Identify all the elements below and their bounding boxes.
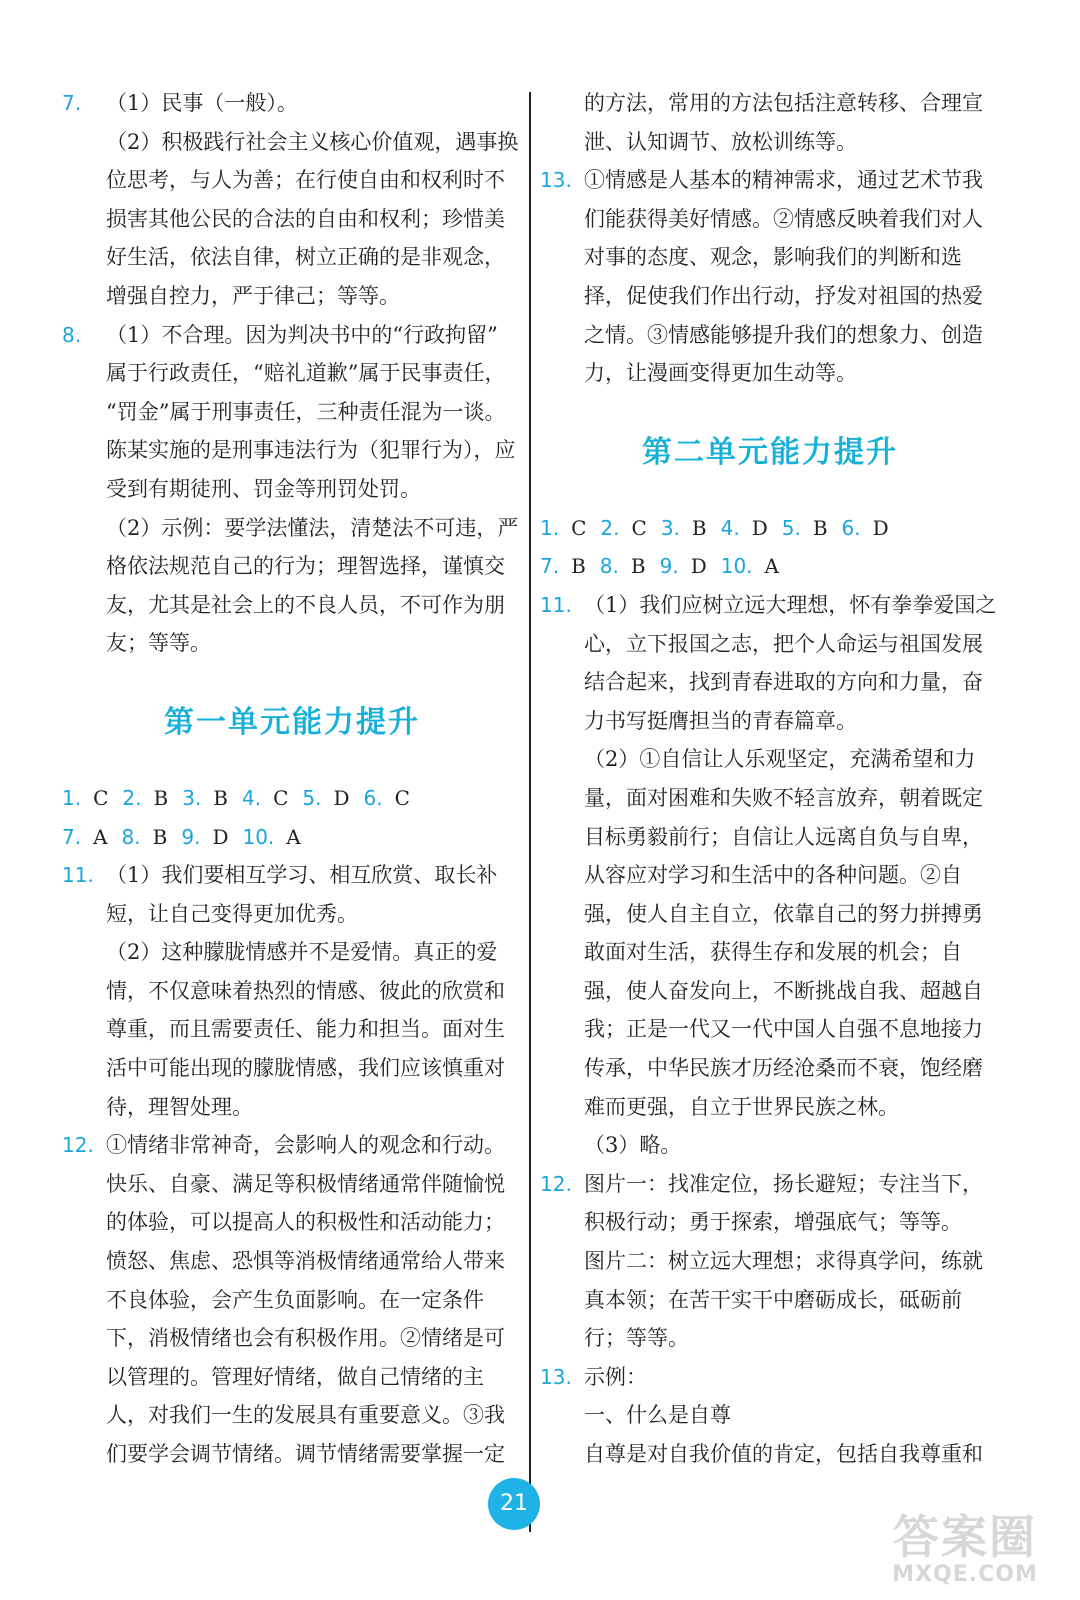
text-line: 损害其他公民的合法的自由和权利；珍惜美 <box>106 206 505 231</box>
multiple-choice-row <box>540 509 1000 548</box>
text-line: （1）我们要相互学习、相互欣赏、取长补 <box>106 863 498 888</box>
text-line: ①情感是人基本的精神需求，通过艺术节我 <box>584 168 983 193</box>
text-line: 短，让自己变得更加优秀。 <box>106 901 358 926</box>
text-line: 属于行政责任，“赔礼道歉”属于民事责任， <box>106 361 506 386</box>
question-number: 11. <box>540 592 572 617</box>
text-line: 以管理的。管理好情绪，做自己情绪的主 <box>106 1364 484 1389</box>
mc-answer: D <box>333 785 350 810</box>
mc-pair <box>842 509 889 548</box>
text-line: 积极行动；勇于探索，增强底气；等等。 <box>584 1210 962 1235</box>
column-divider <box>529 92 531 1532</box>
question-number: 13. <box>540 168 572 193</box>
text-line: （2）积极践行社会主义核心价值观，遇事换 <box>106 129 519 154</box>
watermark-logo <box>870 1512 1060 1592</box>
mc-answer: B <box>153 785 169 810</box>
mc-answer: B <box>571 554 586 579</box>
text-line: 情，不仅意味着热烈的情感、彼此的欣赏和 <box>106 978 505 1003</box>
question-12 <box>540 1165 1000 1358</box>
mc-number: 4. <box>720 515 740 540</box>
mc-pair <box>62 818 108 857</box>
mc-answer: A <box>286 824 301 849</box>
question-number: 13. <box>540 1364 572 1389</box>
text-line: 活中可能出现的朦胧情感，我们应该慎重对 <box>106 1056 505 1081</box>
section-title: 第一单元能力提升 <box>164 704 420 740</box>
right-column <box>540 84 1000 1474</box>
question-12-continued <box>540 84 1000 161</box>
text-line: 不良体验，会产生负面影响。在一定条件 <box>106 1287 484 1312</box>
mc-answer: A <box>764 554 779 579</box>
text-line: 结合起来，找到青春进取的方向和力量，奋 <box>584 670 983 695</box>
mc-answer: D <box>212 824 229 849</box>
question-7 <box>62 84 522 316</box>
text-line: 尊重，而且需要责任、能力和担当。面对生 <box>106 1017 505 1042</box>
text-line: 泄、认知调节、放松训练等。 <box>584 129 857 154</box>
mc-pair <box>62 779 108 818</box>
text-line: 下，消极情绪也会有积极作用。②情绪是可 <box>106 1326 505 1351</box>
text-line: （1）民事（一般）。 <box>106 91 298 115</box>
mc-pair <box>540 547 586 586</box>
mc-pair <box>182 779 228 818</box>
left-column <box>62 84 522 1474</box>
text-line: 图片一：找准定位，扬长避短；专注当下， <box>584 1171 983 1196</box>
text-line: 陈某实施的是刑事违法行为（犯罪行为），应 <box>106 438 516 463</box>
text-line: 增强自控力，严于律己；等等。 <box>106 283 400 308</box>
text-line: 强，使人奋发向上，不断挑战自我、超越自 <box>584 978 983 1003</box>
text-line: 友；等等。 <box>106 631 211 656</box>
mc-number: 8. <box>121 824 141 849</box>
mc-pair <box>721 509 768 548</box>
mc-number: 9. <box>181 824 201 849</box>
mc-answer: B <box>630 554 646 579</box>
text-line: 位思考，与人为善；在行使自由和权利时不 <box>106 168 505 193</box>
mc-number: 3. <box>660 515 680 540</box>
text-line: 受到有期徒刑、罚金等刑罚处罚。 <box>106 476 421 501</box>
text-line: （2）示例：要学法懂法，清楚法不可违，严 <box>106 515 519 540</box>
mc-pair <box>122 779 168 818</box>
mc-answer: B <box>691 515 707 540</box>
mc-answer: D <box>690 554 707 579</box>
text-line: 们能获得美好情感。②情感反映着我们对人 <box>584 206 983 231</box>
mc-number: 9. <box>659 554 679 579</box>
text-line: 难而更强，自立于世界民族之林。 <box>584 1094 899 1119</box>
question-number: 7. <box>62 91 82 115</box>
text-line: （1）我们应树立远大理想，怀有拳拳爱国之 <box>584 592 997 617</box>
page-number: 21 <box>488 1478 540 1530</box>
text-line: 自尊是对自我价值的肯定，包括自我尊重和 <box>584 1442 983 1466</box>
question-number: 12. <box>540 1171 572 1196</box>
mc-number: 1. <box>62 785 82 810</box>
text-line: 传承，中华民族才历经沧桑而不衰，饱经磨 <box>584 1056 983 1081</box>
mc-number: 4. <box>242 785 262 810</box>
text-line: 我；正是一代又一代中国人自强不息地接力 <box>584 1017 983 1042</box>
text-line: 的体验，可以提高人的积极性和活动能力； <box>106 1210 505 1235</box>
mc-pair <box>600 547 646 586</box>
text-line: 力，让漫画变得更加生动等。 <box>584 361 857 386</box>
question-12 <box>62 1126 522 1473</box>
mc-answer: A <box>93 824 108 849</box>
mc-number: 2. <box>122 785 142 810</box>
text-line: 之情。③情感能够提升我们的想象力、创造 <box>584 322 983 347</box>
mc-pair <box>242 818 300 857</box>
mc-answer: B <box>152 824 168 849</box>
section-title: 第二单元能力提升 <box>642 434 898 470</box>
text-line: 示例： <box>584 1364 647 1389</box>
question-13 <box>540 1358 1000 1474</box>
mc-pair <box>302 779 349 818</box>
mc-answer: C <box>571 515 587 540</box>
multiple-choice-row <box>62 779 522 818</box>
text-line: 敢面对生活，获得生存和发展的机会；自 <box>584 940 962 965</box>
text-line: 行；等等。 <box>584 1326 689 1351</box>
text-line: （1）不合理。因为判决书中的“行政拘留” <box>106 322 498 347</box>
text-line: 们要学会调节情绪。调节情绪需要掌握一定 <box>106 1442 505 1466</box>
question-8 <box>62 316 522 663</box>
mc-number: 2. <box>600 515 620 540</box>
mc-number: 3. <box>182 785 202 810</box>
mc-number: 1. <box>540 515 560 540</box>
mc-number: 5. <box>781 515 801 540</box>
mc-answer: C <box>93 785 109 810</box>
mc-pair <box>721 547 779 586</box>
text-line: 力书写挺膺担当的青春篇章。 <box>584 708 857 733</box>
text-line: ①情绪非常神奇，会影响人的观念和行动。 <box>106 1133 505 1158</box>
mc-number: 10. <box>242 824 275 849</box>
mc-answer: D <box>872 515 889 540</box>
mc-number: 7. <box>62 824 82 849</box>
mc-pair <box>782 509 828 548</box>
text-line: “罚金”属于刑事责任，三种责任混为一谈。 <box>106 399 506 424</box>
mc-pair <box>242 779 288 818</box>
mc-answer: B <box>213 785 228 810</box>
mc-answer: C <box>394 785 410 810</box>
multiple-choice-row <box>540 547 1000 586</box>
mc-pair <box>122 818 168 857</box>
text-line: 人，对我们一生的发展具有重要意义。③我 <box>106 1403 505 1428</box>
text-line: 从容应对学习和生活中的各种问题。②自 <box>584 863 962 888</box>
question-number: 8. <box>62 322 82 347</box>
multiple-choice-row <box>62 818 522 857</box>
mc-pair <box>364 779 410 818</box>
text-line: 心，立下报国之志，把个人命运与祖国发展 <box>584 631 983 656</box>
text-line: （2）这种朦胧情感并不是爱情。真正的爱 <box>106 940 498 965</box>
text-line: 目标勇毅前行；自信让人远离自负与自卑， <box>584 824 983 849</box>
text-line: 格依法规范自己的行为；理智选择，谨慎交 <box>106 554 505 579</box>
text-line: 友，尤其是社会上的不良人员，不可作为朋 <box>106 592 505 617</box>
mc-pair <box>540 509 586 548</box>
text-line: 快乐、自豪、满足等积极情绪通常伴随愉悦 <box>106 1171 505 1196</box>
question-number: 11. <box>62 863 94 888</box>
mc-answer: C <box>631 515 647 540</box>
text-line: 量，面对困难和失败不轻言放弃，朝着既定 <box>584 785 983 810</box>
question-13 <box>540 161 1000 393</box>
mc-number: 8. <box>599 554 619 579</box>
question-11 <box>540 586 1000 1165</box>
text-line: 强，使人自主自立，依靠自己的努力拼搏勇 <box>584 901 983 926</box>
question-11 <box>62 856 522 1126</box>
mc-number: 6. <box>363 785 383 810</box>
mc-number: 7. <box>540 554 560 579</box>
mc-number: 10. <box>720 554 753 579</box>
text-line: 一、什么是自尊 <box>584 1403 731 1428</box>
mc-number: 5. <box>302 785 322 810</box>
text-line: 对事的态度、观念，影响我们的判断和选 <box>584 245 962 270</box>
text-line: 待，理智处理。 <box>106 1094 253 1119</box>
mc-pair <box>181 818 228 857</box>
text-line: 的方法，常用的方法包括注意转移、合理宣 <box>584 91 983 115</box>
text-line: 择，促使我们作出行动，抒发对祖国的热爱 <box>584 283 983 308</box>
mc-answer: D <box>751 515 768 540</box>
text-line: 好生活，依法自律，树立正确的是非观念， <box>106 245 505 270</box>
watermark-text: 答案圈 <box>893 1510 1037 1564</box>
text-line: 真本领；在苦干实干中磨砺成长，砥砺前 <box>584 1287 962 1312</box>
question-number: 12. <box>62 1133 94 1158</box>
mc-pair <box>661 509 707 548</box>
text-line: （3）略。 <box>584 1133 682 1158</box>
mc-number: 6. <box>841 515 861 540</box>
watermark-url: MXQE.COM <box>892 1562 1038 1587</box>
mc-answer: C <box>273 785 289 810</box>
mc-pair <box>600 509 646 548</box>
text-line: （2）①自信让人乐观坚定，充满希望和力 <box>584 747 976 772</box>
mc-pair <box>660 547 707 586</box>
mc-answer: B <box>812 515 828 540</box>
text-line: 愤怒、焦虑、恐惧等消极情绪通常给人带来 <box>106 1249 505 1274</box>
text-line: 图片二：树立远大理想；求得真学问，练就 <box>584 1249 983 1274</box>
